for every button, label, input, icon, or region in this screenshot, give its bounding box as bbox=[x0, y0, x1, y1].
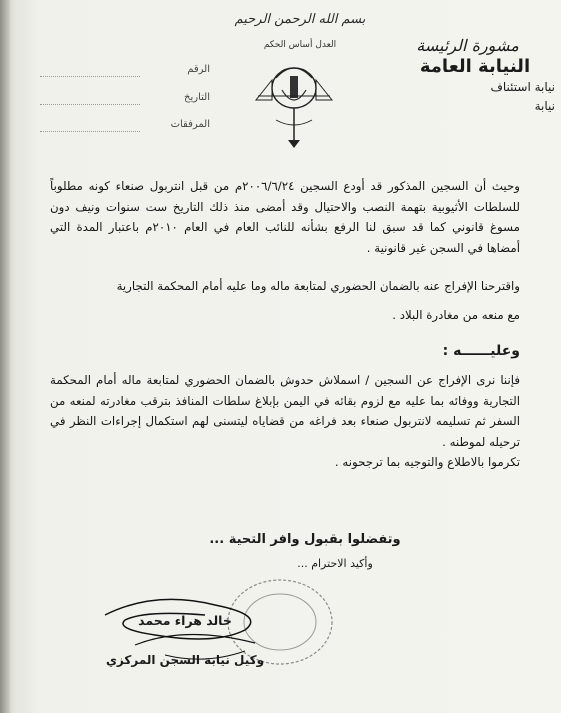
signatory-name: خالد هراء محمد bbox=[138, 613, 232, 628]
ministry-title: مشورة الرئيسة bbox=[416, 36, 519, 55]
number-label: الرقم bbox=[187, 64, 210, 75]
number-field-line bbox=[40, 76, 140, 78]
national-emblem-icon bbox=[246, 50, 342, 150]
paragraph-2-text: واقترحنا الإفراج عنه بالضمان الحضوري لمتابعة ماله وما عليه أمام المحكمة التجارية bbox=[116, 279, 520, 293]
attachments-label: المرفقات bbox=[170, 119, 210, 130]
paragraph-3 bbox=[50, 305, 520, 326]
appeal-prosecution-label: نيابة استئناف bbox=[490, 80, 555, 94]
paragraph-1-text: وحيث أن السجين المذكور قد أودع السجين ٢٠٠٦/٦/٢٤م من قبل انتربول صنعاء كونه مطلوباً للسلطات الأثيوبية بتهمة النصب والاحتيال وقد أمضى منذ ذلك التاريخ ست سنوات ونيف دون مسوغ قانوني كما قد سبق لنا الرفع بشأنه للنائب العام في العام ٢٠١٠م باعتبار المدة التي أمضاها في السجن غير قانونية . bbox=[50, 179, 520, 255]
date-label: التاريخ bbox=[184, 92, 210, 103]
signatory-title: وكيل نيابة السجن المركزي bbox=[105, 653, 265, 667]
motto: العدل أساس الحكم bbox=[263, 40, 337, 50]
date-field-line bbox=[40, 104, 140, 106]
basmala: بسم الله الرحمن الرحيم bbox=[234, 12, 366, 27]
prosecution-label: نيابة bbox=[534, 99, 555, 113]
therefore-heading: وعليــــــه : bbox=[442, 343, 520, 359]
attachments-field-line bbox=[40, 131, 140, 133]
scan-edge-shadow bbox=[0, 0, 10, 713]
closing-respect: وأكيد الاحترام ... bbox=[297, 557, 373, 570]
paragraph-1 bbox=[50, 176, 520, 258]
paragraph-4 bbox=[50, 370, 520, 473]
authority-title: النيابة العامة bbox=[419, 56, 531, 77]
paragraph-5-text: تكرموا بالاطلاع والتوجيه بما ترجحونه . bbox=[334, 455, 520, 470]
paragraph-3-text: مع منعه من مغادرة البلاد . bbox=[392, 308, 520, 322]
paragraph-4-text: فإننا نرى الإفراج عن السجين / اسملاش حدوش بالضمان الحضوري لمتابعة ماله أمام المحكمة التجارية ووفائه بما عليه مع لزوم بقائه في اليمن بإبلاغ سلطات المنافذ بترقب مغادرته لمنعه من السفر ثم تسليمه لانتربول صنعاء بعد فراغه من قضاياه ليتسنى لهم استكمال إجراءات النظر في ترحيله لموطنه . bbox=[50, 373, 520, 449]
closing-regards: وتفضلوا بقبول وافر التحية ... bbox=[209, 532, 401, 547]
paragraph-2 bbox=[50, 276, 520, 297]
